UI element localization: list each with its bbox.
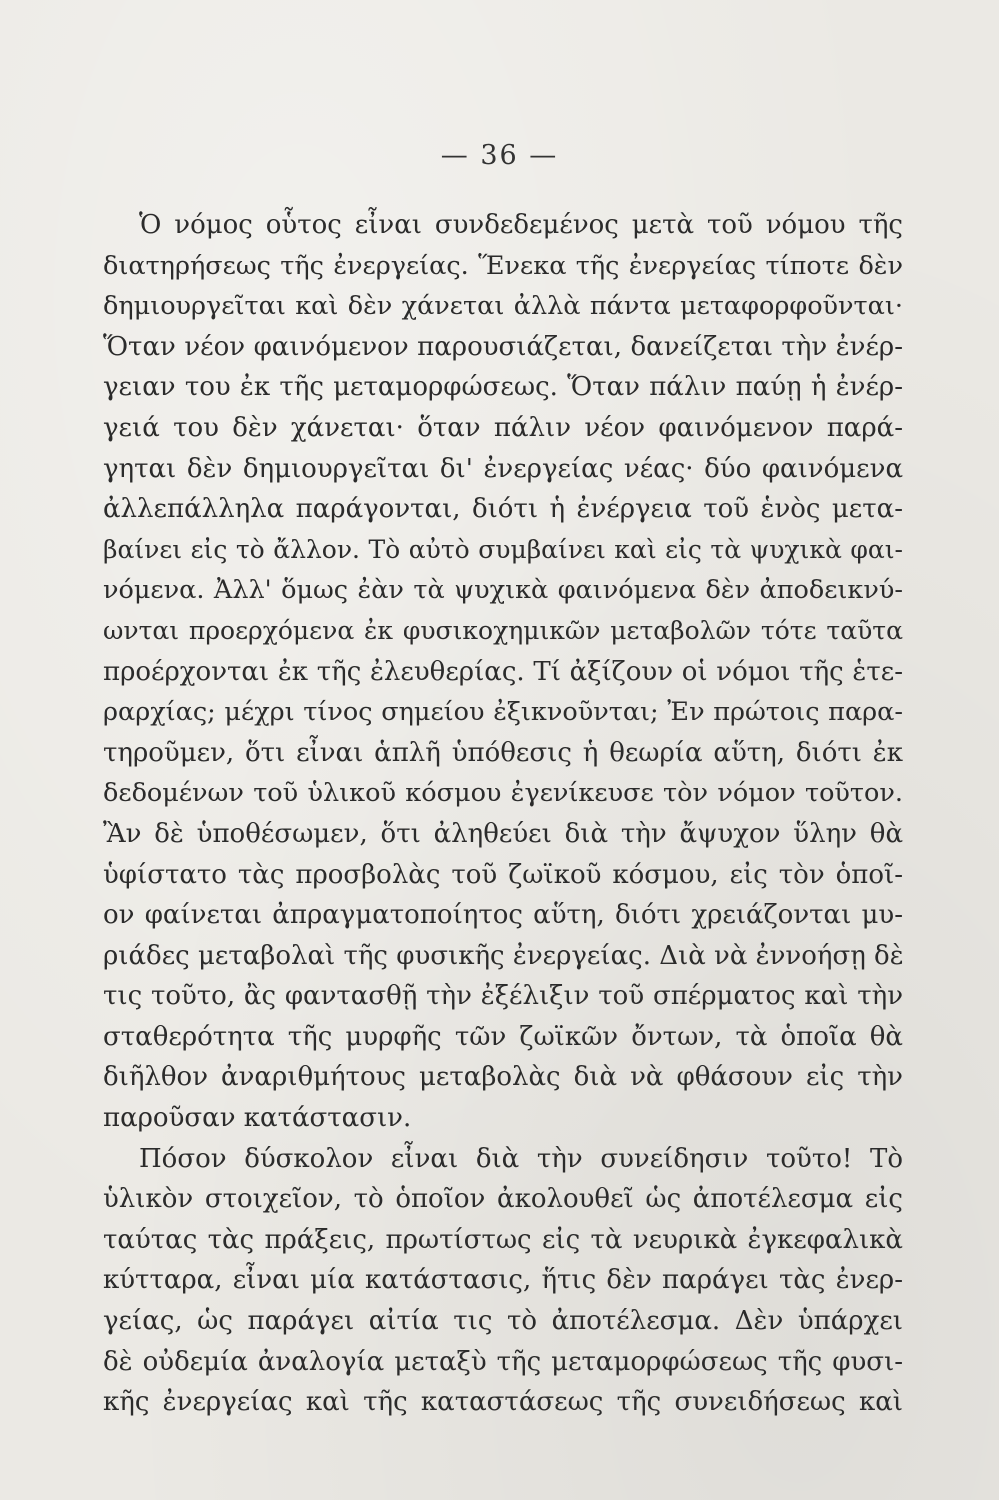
text-line: Πόσον δύσκολον εἶναι διὰ τὴν συνείδησιν τοῦτο! Τὸ <box>139 1143 903 1174</box>
text-line: γειαν του ἐκ τῆς μεταμορφώσεως. Ὅταν πάλιν παύῃ ἡ ἐνέρ- <box>103 372 903 403</box>
text-line: ἀλλεπάλληλα παράγονται, διότι ἡ ἐνέργεια τοῦ ἑνὸς μετα- <box>103 494 903 525</box>
text-line: γειά του δὲν χάνεται· ὅταν πάλιν νέον φαινόμενον παρά- <box>103 412 903 443</box>
text-line: παροῦσαν κατάστασιν. <box>103 1103 412 1134</box>
text-line: διῆλθον ἀναριθμήτους μεταβολὰς διὰ νὰ φθάσουν εἰς τὴν <box>103 1062 903 1093</box>
text-line: τηροῦμεν, ὅτι εἶναι ἁπλῆ ὑπόθεσις ἡ θεωρία αὕτη, διότι ἐκ <box>103 737 903 768</box>
text-line: κῆς ἐνεργείας καὶ τῆς καταστάσεως τῆς συνειδήσεως καὶ <box>103 1387 903 1418</box>
text-line: ωνται προερχόμενα ἐκ φυσικοχημικῶν μεταβολῶν τότε ταῦτα <box>103 615 903 645</box>
text-line: νόμενα. Ἀλλ' ὅμως ἐὰν τὰ ψυχικὰ φαινόμενα δὲν ἀποδεικνύ- <box>103 575 903 606</box>
body-text <box>103 205 903 1423</box>
text-line: προέρχονται ἐκ τῆς ἐλευθερίας. Τί ἀξίζουν οἱ νόμοι τῆς ἑτε- <box>103 656 903 687</box>
text-line: σταθερότητα τῆς μυρφῆς τῶν ζωϊκῶν ὄντων, τὰ ὁποῖα θὰ <box>103 1021 903 1052</box>
text-line: δὲ οὐδεμία ἀναλογία μεταξὺ τῆς μεταμορφώσεως τῆς φυσι- <box>103 1346 903 1377</box>
text-line: δημιουργεῖται καὶ δὲν χάνεται ἀλλὰ πάντα μεταφορφοῦνται· <box>103 291 903 322</box>
text-line: ραρχίας; μέχρι τίνος σημείου ἐξικνοῦνται; Ἐν πρώτοις παρα- <box>103 697 903 728</box>
text-line: ὑφίστατο τὰς προσβολὰς τοῦ ζωϊκοῦ κόσμου, εἰς τὸν ὁποῖ- <box>103 859 903 890</box>
text-line: δεδομένων τοῦ ὑλικοῦ κόσμου ἐγενίκευσε τὸν νόμον τοῦτον. <box>103 778 903 809</box>
page-number: — 36 — <box>440 140 559 171</box>
text-line: ταύτας τὰς πράξεις, πρωτίστως εἰς τὰ νευρικὰ ἐγκεφαλικὰ <box>103 1224 903 1255</box>
text-line: γείας, ὡς παράγει αἰτία τις τὸ ἀποτέλεσμα. Δὲν ὑπάρχει <box>103 1306 903 1337</box>
text-line: βαίνει εἰς τὸ ἄλλον. Τὸ αὐτὸ συμβαίνει καὶ εἰς τὰ ψυχικὰ φαι- <box>103 534 903 564</box>
text-line: Ὅταν νέον φαινόμενον παρουσιάζεται, δανείζεται τὴν ἐνέρ- <box>103 331 903 362</box>
text-line: Ὁ νόμος οὗτος εἶναι συνδεδεμένος μετὰ τοῦ νόμου τῆς <box>139 210 903 240</box>
text-line: κύτταρα, εἶναι μία κατάστασις, ἥτις δὲν παράγει τὰς ἐνερ- <box>103 1265 903 1296</box>
text-line: Ἂν δὲ ὑποθέσωμεν, ὅτι ἀληθεύει διὰ τὴν ἄψυχον ὕλην θὰ <box>103 818 903 849</box>
text-line: ον φαίνεται ἀπραγματοποίητος αὕτη, διότι χρειάζονται μυ- <box>103 900 903 931</box>
text-line: γηται δὲν δημιουργεῖται δι' ἐνεργείας νέας· δύο φαινόμενα <box>103 453 903 484</box>
text-line: ὑλικὸν στοιχεῖον, τὸ ὁποῖον ἀκολουθεῖ ὡς ἀποτέλεσμα εἰς <box>103 1184 903 1215</box>
text-line: διατηρήσεως τῆς ἐνεργείας. Ἕνεκα τῆς ἐνεργείας τίποτε δὲν <box>103 250 903 281</box>
text-line: ριάδες μεταβολαὶ τῆς φυσικῆς ἐνεργείας. Διὰ νὰ ἐννοήσῃ δὲ <box>103 940 904 971</box>
text-line: τις τοῦτο, ἂς φαντασθῇ τὴν ἐξέλιξιν τοῦ σπέρματος καὶ τὴν <box>103 981 903 1012</box>
